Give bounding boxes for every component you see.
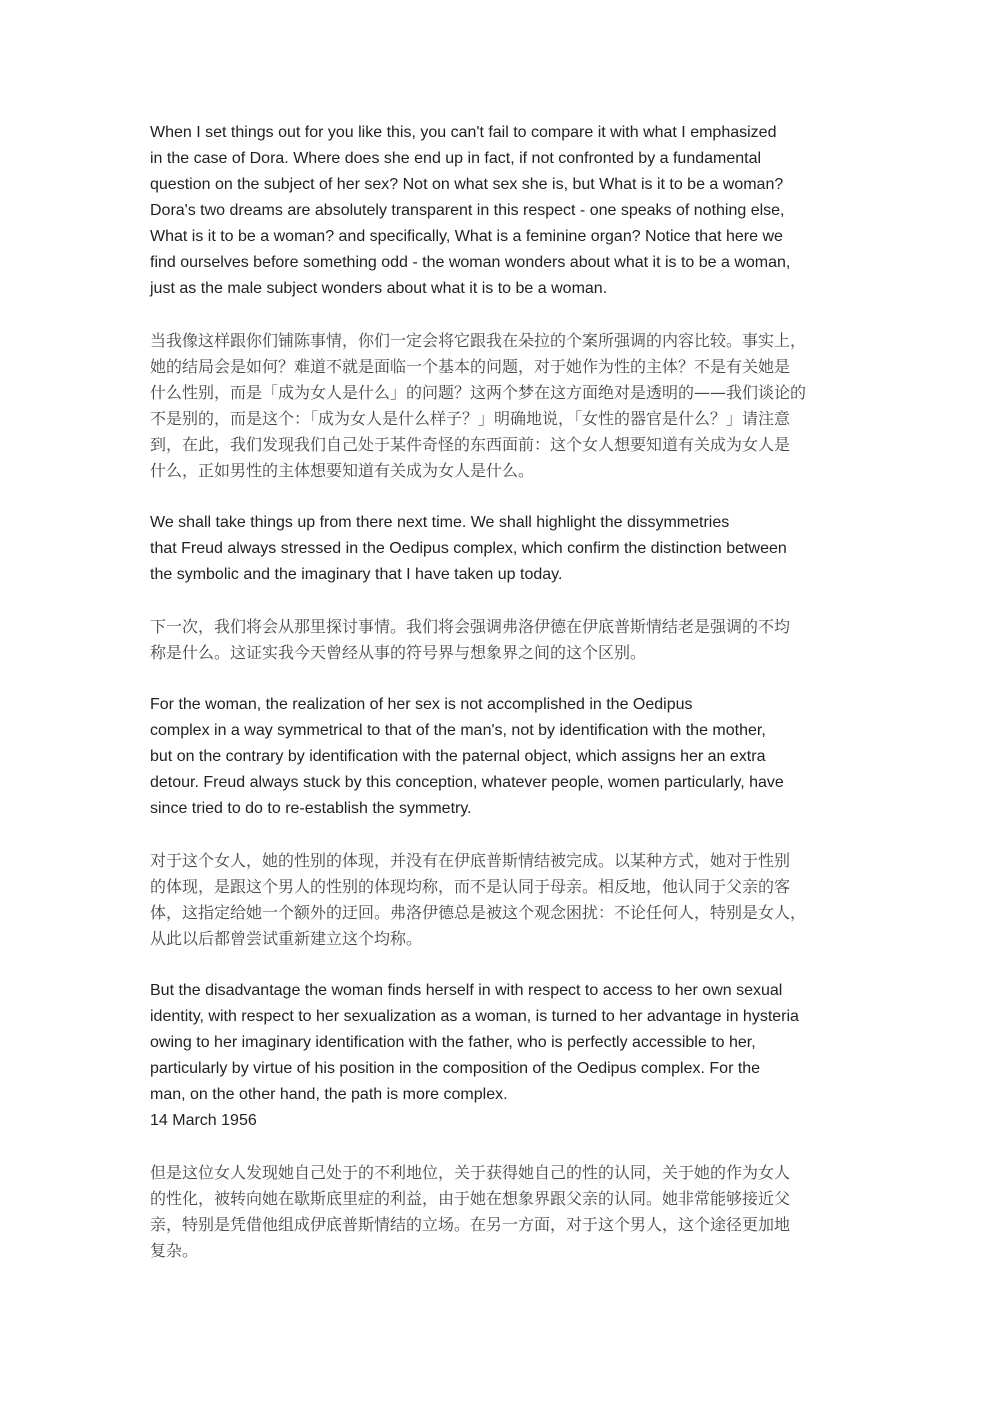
session-date: 14 March 1956 <box>150 1112 257 1129</box>
paragraph-chinese-1: 当我像这样跟你们铺陈事情，你们一定会将它跟我在朵拉的个案所强调的内容比较。事实上， 她的结局会是如何？难道不就是面临一个基本的问题，对于她作为性的主体？不是有关她是 什么性别，而是「成为女人是什么」的问题？这两个梦在这方面绝对是透明的——我们谈论的 不是别的，而是这个：「成为女人是什么样子？」明确地说，「女性的器官是什么？」请注意 到，在此，我们发现我们自己处于某件奇怪的东西面前：这个女人想要知道有关成为女人是 什么，正如男性的主体想要知道有关成为女人是什么。 <box>150 331 807 480</box>
paragraph-chinese-3: 对于这个女人，她的性别的体现，并没有在伊底普斯情结被完成。以某种方式，她对于性别 的体现，是跟这个男人的性别的体现均称，而不是认同于母亲。相反地，他认同于父亲的客 体，这指定给她一个额外的迂回。弗洛伊德总是被这个观念困扰：不论任何人，特别是女人， 从此以后都曾尝试重新建立这个均称。 <box>150 851 807 948</box>
paragraph-english-4: But the disadvantage the woman finds herself in with respect to access to her own sexual identity, with respect to her sexualization as a woman, is turned to her advantage in hysteria owing to her imaginary identification with the father, who is perfectly accessible to her, particularly by virtue of his position in the composition of the Oedipus complex. For the man, on the other hand, the path is more complex. <box>150 982 799 1103</box>
document-body <box>150 120 842 1264</box>
paragraph-english-2: We shall take things up from there next time. We shall highlight the dissymmetries that Freud always stressed in the Oedipus complex, which confirm the distinction between the symbolic and the imaginary that I have taken up today. <box>150 514 787 583</box>
paragraph-spacer <box>150 666 842 692</box>
paragraph-spacer <box>150 952 842 978</box>
paragraph-spacer <box>150 484 842 510</box>
paragraph-spacer <box>150 822 842 848</box>
paragraph-chinese-4: 但是这位女人发现她自己处于的不利地位，关于获得她自己的性的认同，关于她的作为女人 的性化，被转向她在歇斯底里症的利益，由于她在想象界跟父亲的认同。她非常能够接近父 亲，特别是凭借他组成伊底普斯情结的立场。在另一方面，对于这个男人，这个途径更加地 复杂。 <box>150 1163 791 1260</box>
paragraph-chinese-2: 下一次，我们将会从那里探讨事情。我们将会强调弗洛伊德在伊底普斯情结老是强调的不均 称是什么。这证实我今天曾经从事的符号界与想象界之间的这个区别。 <box>150 617 791 662</box>
paragraph-english-3: For the woman, the realization of her sex is not accomplished in the Oedipus complex in a way symmetrical to that of the man's, not by identification with the mother, but on the contrary by identification with the paternal object, which assigns her an extra detour. Freud always stuck by this conception, whatever people, women particularly, have since tried to do to re-establish the symmetry. <box>150 696 784 817</box>
paragraph-english-1: When I set things out for you like this, you can't fail to compare it with what I emphasized in the case of Dora. Where does she end up in fact, if not confronted by a fundamental question on the subject of her sex? Not on what sex she is, but What is it to be a woman? Dora's two dreams are absolutely transparent in this respect - one speaks of nothing else, What is it to be a woman? and specifically, What is a feminine organ? Notice that here we find ourselves before something odd - the woman wonders about what it is to be a woman, just as the male subject wonders about what it is to be a woman. <box>150 124 791 297</box>
paragraph-spacer <box>150 588 842 614</box>
paragraph-spacer <box>150 302 842 328</box>
paragraph-spacer <box>150 1134 842 1160</box>
